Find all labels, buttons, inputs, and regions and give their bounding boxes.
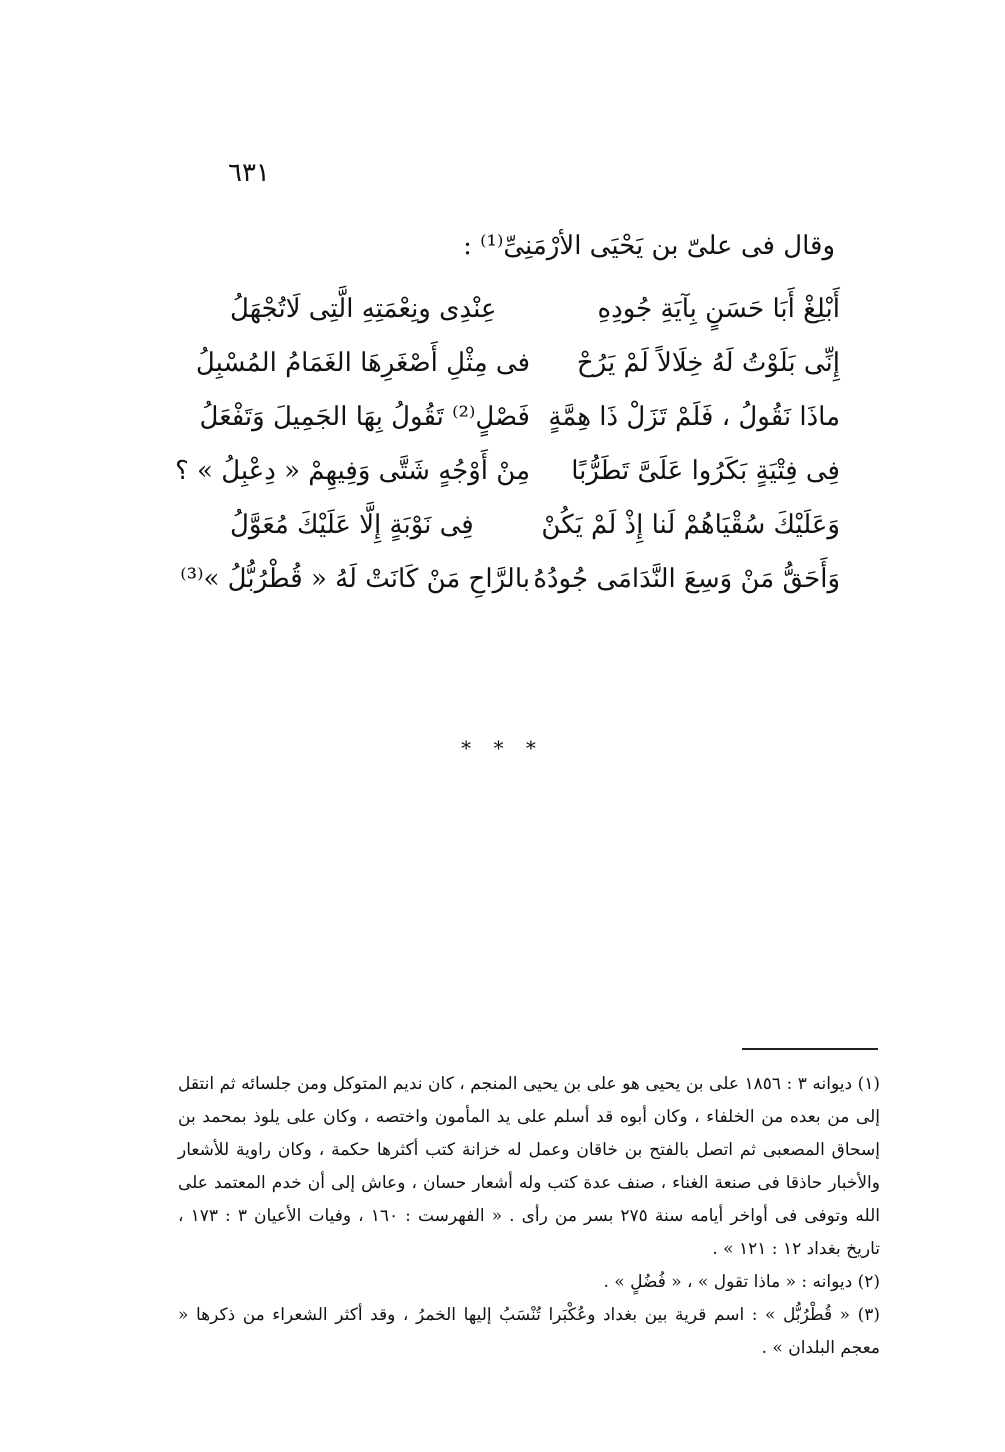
verse-second-hemistich: عِنْدِى ونِعْمَتِهِ الَّتِى لَاتُجْهَلُ bbox=[230, 294, 497, 324]
footnote-2: (٢) ديوانه : « ماذا تقول » ، « فُضُلٍ » . bbox=[603, 1272, 880, 1292]
page-number: ٦٣١ bbox=[228, 158, 270, 188]
verse bbox=[174, 444, 840, 498]
verse-first-hemistich: ماذَا نَقُولُ ، فَلَمْ تَزَلْ ذَا هِمَّةٍ bbox=[548, 402, 840, 432]
verse-second-hemistich: فِى نَوْبَةٍ إِلَّا عَلَيْكَ مُعَوَّلُ bbox=[230, 510, 474, 540]
footnotes bbox=[178, 1068, 880, 1365]
section-separator: * * * bbox=[461, 736, 544, 760]
verse-first-hemistich: وَأَحَقُّ مَنْ وَسِعَ النَّدَامَى جُودُهُ bbox=[533, 564, 840, 594]
footnote-1: (١) ديوانه ٣ : ١٨٥٦ على بن يحيى هو على بن يحيى المنجم ، كان نديم المتوكل ومن جلسائه ثم انتقل إلى من بعده من الخلفاء ، وكان أبوه قد أسلم على يد المأمون واختصه ، وكان على يلوذ بمحمد بن إسحاق المصعبى ثم اتصل بالفتح بن خاقان وعمل له خزانة كتب أكثرها حكمة ، وكان راوية للأشعار والأخبار حاذقا فى صنعة الغناء ، صنف عدة كتب وله أشعار حسان ، وعاش إلى أن خدم المعتمد على الله وتوفى فى أواخر أيامه سنة ٢٧٥ بسر من رأى . « الفهرست : ١٦٠ ، وفيات الأعيان ٣ : ١٧٣ ، تاريخ بغداد ١٢ : ١٢١ » . bbox=[178, 1074, 881, 1259]
verse bbox=[230, 282, 840, 336]
verse-first-hemistich: إِنِّى بَلَوْتُ لَهُ خِلَالاً لَمْ يَرُحْ bbox=[576, 348, 840, 378]
footnote-3: (٣) « قُطْرُبُّل » : اسم قرية بين بغداد وعُكْبَرا تُنْسَبُ إليها الخمرُ ، وقد أكثر الشعراء من ذكرها « معجم البلدان » . bbox=[178, 1305, 880, 1358]
verse-second-hemistich: فى مِثْلِ أَصْغَرِهَا الغَمَامُ المُسْبِلُ bbox=[195, 348, 530, 378]
verse-second-hemistich: فَصْلٍ⁽²⁾ تَقُولُ بِهَا الجَمِيلَ وَتَفْعَلُ bbox=[199, 402, 530, 432]
verse-first-hemistich: وَعَلَيْكَ سُقْيَاهُمْ لَنا إِذْ لَمْ يَكُنْ bbox=[541, 510, 840, 540]
footnote-divider bbox=[742, 1048, 878, 1050]
verse-second-hemistich: بالرَّاحِ مَنْ كَانَتْ لَهُ « قُطْرُبُّلُ »⁽³⁾ bbox=[180, 564, 530, 594]
verse bbox=[230, 498, 840, 552]
poem-intro: وقال فى علىّ بن يَحْيَى الأرْمَنِىِّ⁽¹⁾ : bbox=[463, 231, 835, 261]
verse-second-hemistich: مِنْ أَوْجُهٍ شَتَّى وَفِيهِمْ « دِعْبِلُ » ؟ bbox=[174, 456, 530, 486]
poem bbox=[174, 282, 840, 606]
verse bbox=[195, 336, 840, 390]
verse bbox=[199, 390, 840, 444]
verse-first-hemistich: فِى فِتْيَةٍ بَكَرُوا عَلَىَّ تَطَرُّبًا bbox=[571, 456, 840, 486]
verse bbox=[180, 552, 840, 606]
verse-first-hemistich: أَبْلِغْ أَبَا حَسَنٍ بِآيَةِ جُودِهِ bbox=[597, 294, 840, 324]
